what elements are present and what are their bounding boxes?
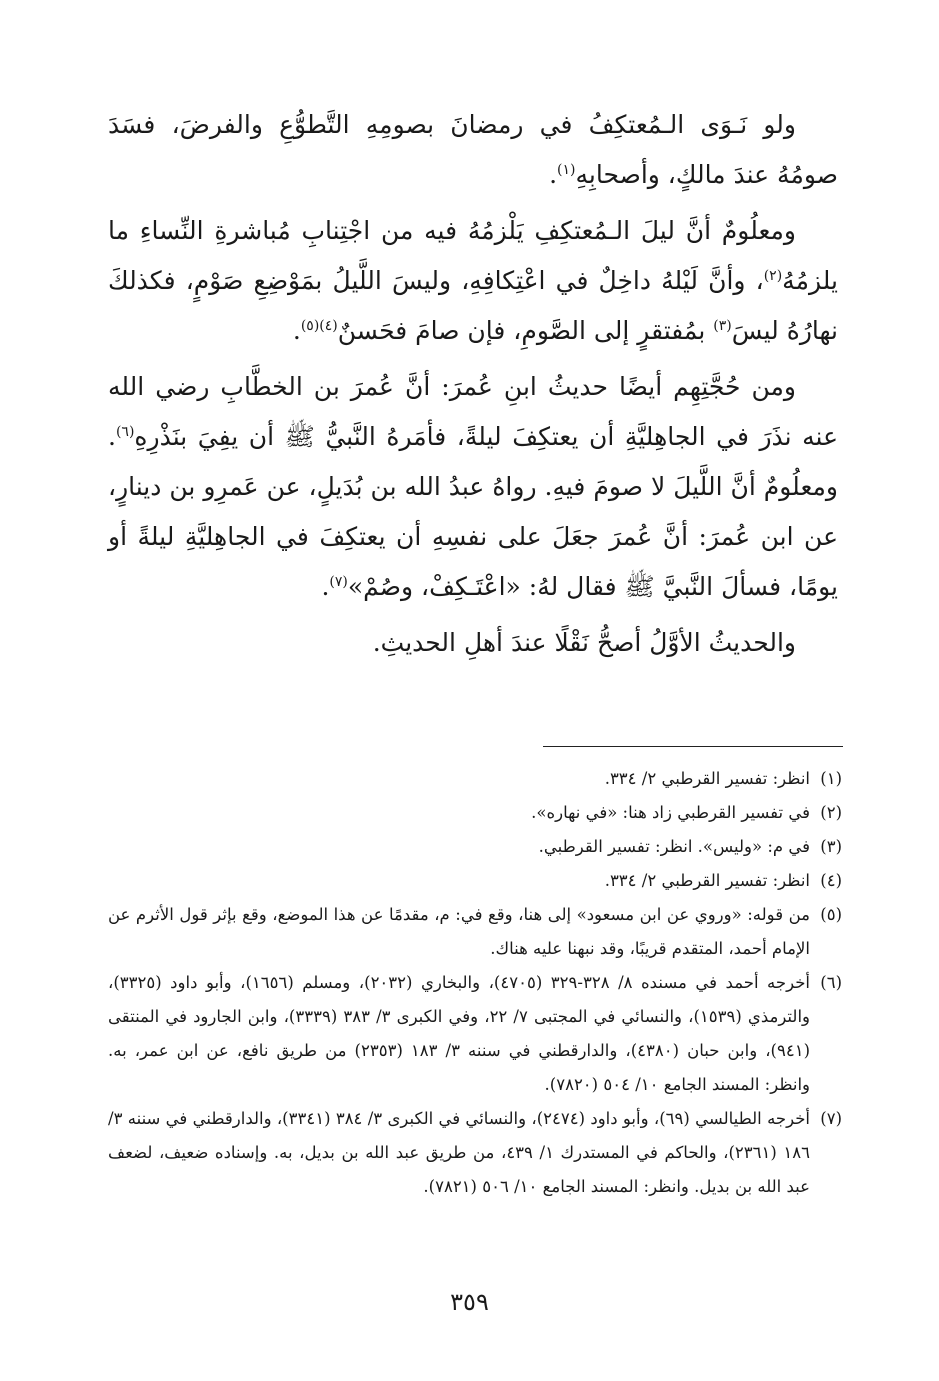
- footnote-4: (٤) انظر: تفسير القرطبي ٢/ ٣٣٤.: [108, 864, 842, 898]
- paragraph-4: والحديثُ الأوَّلُ أصحُّ نَقْلًا عندَ أهلِ الحديثِ.: [372, 628, 796, 657]
- footnote-number: (٢): [820, 803, 842, 822]
- footnote-ref[interactable]: (٤)(٥): [300, 318, 338, 334]
- footnote-number: (٤): [820, 871, 842, 890]
- footnote-number: (٦): [820, 973, 842, 992]
- footnote-ref[interactable]: (٦): [115, 424, 135, 440]
- footnotes: [108, 762, 842, 1204]
- paragraph-3: ومن حُجَّتِهِم أيضًا حديثُ ابنِ عُمرَ: أنَّ عُمرَ بن الخطَّابِ رضي الله عنه نذَرَ في الجاهِليَّةِ أن يعتكِفَ ليلةً، فأمَرهُ النَّبيُّ ﷺ أن يفِيَ بنَذْرِهِ$^{(٦)}$. ومعلُومٌ أنَّ اللَّيلَ لا صومَ فيهِ. رواهُ عبدُ الله بن بُدَيلٍ، عن عَمرِو بن دينارٍ، عن ابن عُمرَ: أنَّ عُمرَ جعَلَ على نفسِهِ أن يعتكِفَ في الجاهِليَّةِ ليلةً أو يومًا، فسألَ النَّبيَّ ﷺ فقال لهُ: «اعْتَـكِفْ، وصُمْ»$^{(٧)}$.: [108, 372, 838, 601]
- footnote-ref[interactable]: (٢): [763, 268, 783, 284]
- footnote-7: (٧) أخرجه الطيالسي (٦٩)، وأبو داود (٢٤٧٤)، والنسائي في الكبرى ٣/ ٣٨٤ (٣٣٤١)، والدارقطني في سننه ٣/ ١٨٦ (٢٣٦١)، والحاكم في المستدرك ١/ ٤٣٩، من طريق عبد الله بن بديل، به. وإسناده ضعيف، لضعف عبد الله بن بديل. وانظر: المسند الجامع ١٠/ ٥٠٦ (٧٨٢١).: [108, 1102, 842, 1204]
- footnote-number: (١): [820, 769, 842, 788]
- footnote-2: (٢) في تفسير القرطبي زاد هنا: «في نهاره».: [108, 796, 842, 830]
- footnote-6: (٦) أخرجه أحمد في مسنده ٨/ ٣٢٨-٣٢٩ (٤٧٠٥)، والبخاري (٢٠٣٢)، ومسلم (١٦٥٦)، وأبو داود (٣٣٢٥)، والترمذي (١٥٣٩)، والنسائي في المجتبى ٧/ ٢٢، وفي الكبرى ٣/ ٣٨٣ (٣٣٣٩)، وابن الجارود في المنتقى (٩٤١)، وابن حبان (٤٣٨٠)، والدارقطني في سننه ٣/ ١٨٣ (٢٣٥٣) من طريق نافع، عن ابن عمر، به. وانظر: المسند الجامع ١٠/ ٥٠٤ (٧٨٢٠).: [108, 966, 842, 1102]
- footnote-ref[interactable]: (٧): [329, 574, 348, 590]
- footnote-5: (٥) من قوله: «وروي عن ابن مسعود» إلى هنا، وقع في: م، مقدمًا عن هذا الموضع، وقع بإثر قول الأثرم عن الإمام أحمد، المتقدم قريبًا، وقد نبهنا عليه هناك.: [108, 898, 842, 966]
- footnote-3: (٣) في م: «وليس». انظر: تفسير القرطبي.: [108, 830, 842, 864]
- footnote-number: (٥): [820, 905, 842, 924]
- main-text: [108, 100, 838, 668]
- footnote-separator: [543, 746, 843, 747]
- footnote-number: (٧): [820, 1109, 842, 1128]
- footnote-1: (١) انظر: تفسير القرطبي ٢/ ٣٣٤.: [108, 762, 842, 796]
- footnote-ref[interactable]: (٣): [713, 318, 732, 334]
- page-number: ٣٥٩: [450, 1288, 489, 1316]
- paragraph-1: ولو نَـوَى الـمُعتكِفُ في رمضانَ بصومِهِ التَّطوُّعِ والفرضَ، فسَدَ صومُهُ عندَ مالكٍ، وأصحابِهِ$^{(١)}$.: [108, 110, 838, 189]
- footnote-ref[interactable]: (١): [557, 162, 576, 178]
- paragraph-2: ومعلُومٌ أنَّ ليلَ الـمُعتكِفِ يَلْزمُهُ فيه من اجْتِنابِ مُباشرةِ النِّساءِ ما يلزمُهُ$^{(٢)}$، وأنَّ لَيْلهُ داخِلٌ في اعْتِكافِهِ، وليسَ اللَّيلُ بمَوْضِعِ صَوْمٍ، فكذلكَ نهارُهُ ليسَ$^{(٣)}$ بمُفتقرٍ إلى الصَّومِ، فإن صامَ فحَسنٌ$^{(٤)(٥)}$.: [108, 216, 838, 345]
- footnote-number: (٣): [820, 837, 842, 856]
